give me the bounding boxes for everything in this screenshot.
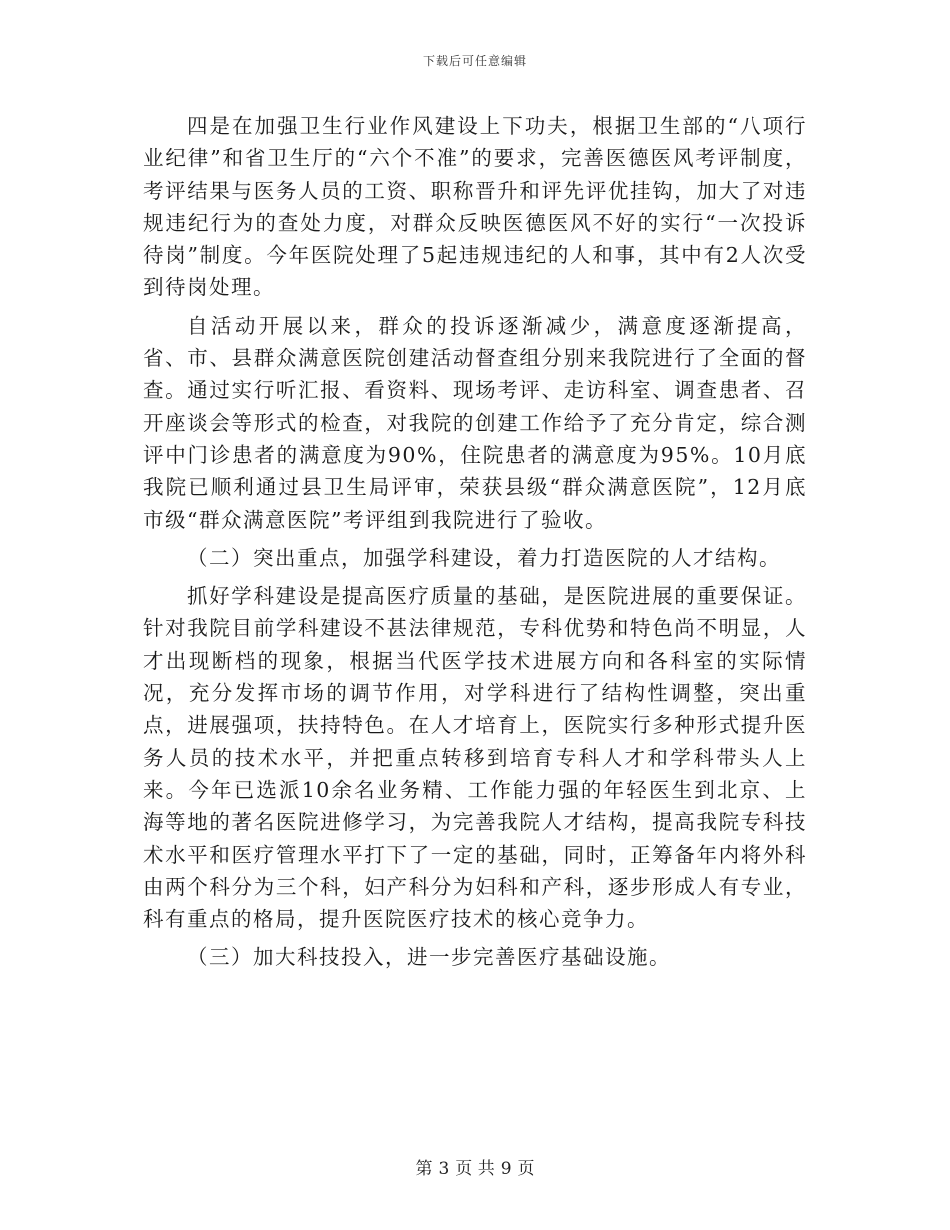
- paragraph-style-discipline: 四是在加强卫生行业作风建设上下功夫，根据卫生部的“八项行业纪律”和省卫生厅的“六个不准”的要求，完善医德医风考评制度，考评结果与医务人员的工资、职称晋升和评先评优挂钩，加大了对违规违纪行为的查处力度，对群众反映医德医风不好的实行“一次投诉待岗”制度。今年医院处理了5起违规违纪的人和事，其中有2人次受到待岗处理。: [143, 114, 807, 300]
- document-body: [143, 110, 807, 974]
- section-heading-3: （三）加大科技投入，进一步完善医疗基础设施。: [187, 945, 671, 970]
- footer-of-label: 页 共: [455, 1159, 495, 1179]
- paragraph-discipline-building: 抓好学科建设是提高医疗质量的基础，是医院进展的重要保证。针对我院目前学科建设不甚法律规范，专科优势和特色尚不明显，人才出现断档的现象，根据当代医学技术进展方向和各科室的实际情况，充分发挥市场的调节作用，对学科进行了结构性调整，突出重点，进展强项，扶持特色。在人才培育上，医院实行多种形式提升医务人员的技术水平，并把重点转移到培育专科人才和学科带头人上来。今年已选派10余名业务精、工作能力强的年轻医生到北京、上海等地的著名医院进修学习，为完善我院人才结构，提高我院专科技术水平和医疗管理水平打下了一定的基础，同时，正筹备年内将外科由两个科分为三个科，妇产科分为妇科和产科，逐步形成人有专业，科有重点的格局，提升医院医疗技术的核心竞争力。: [143, 584, 807, 932]
- paragraph-satisfaction: 自活动开展以来，群众的投诉逐渐减少，满意度逐渐提高， 省、市、县群众满意医院创建活动督查组分别来我院进行了全面的督查。通过实行听汇报、看资料、现场考评、走访科室、调查患者、召开座谈会等形式的检查，对我院的创建工作给予了充分肯定，综合测评中门诊患者的满意度为90%，住院患者的满意度为95%。10月底我院已顺利通过县卫生局评审，荣获县级“群众满意医院”，12月底市级“群众满意医院”考评组到我院进行了验收。: [143, 313, 807, 532]
- footer-total-pages: 9: [500, 1159, 512, 1179]
- footer-current-page: 3: [438, 1159, 450, 1179]
- footer-end-label: 页: [517, 1159, 535, 1179]
- page-footer: [0, 1154, 950, 1179]
- page-header: 下载后可任意编辑: [422, 54, 527, 68]
- section-heading-2: （二）突出重点，加强学科建设，着力打造医院的人才结构。: [187, 545, 781, 570]
- footer-page-label: 第: [415, 1159, 433, 1179]
